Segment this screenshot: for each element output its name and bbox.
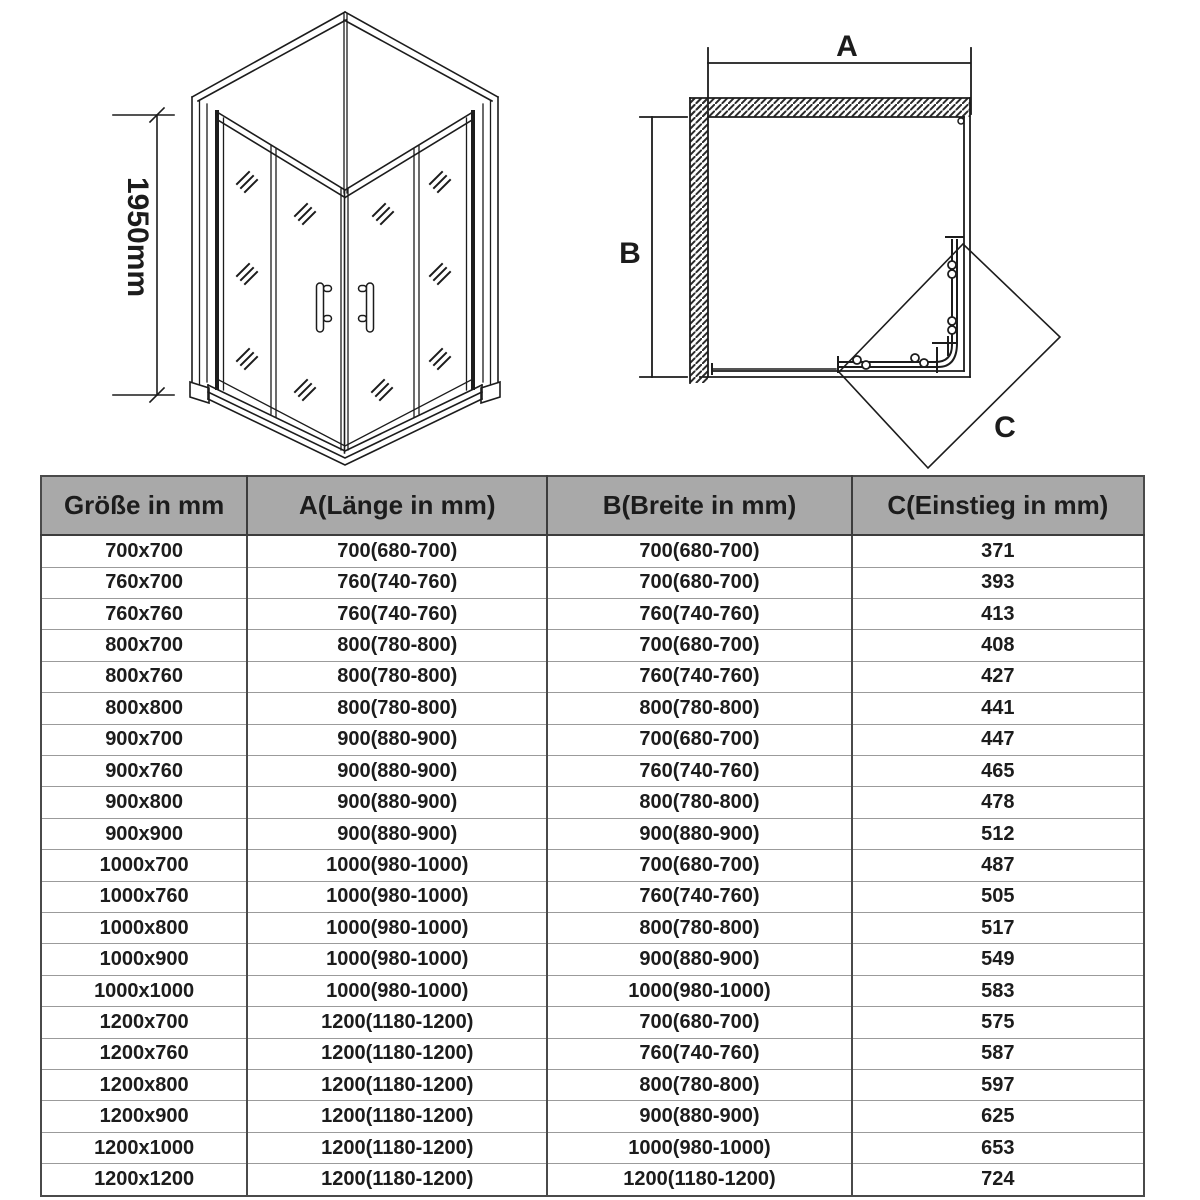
table-cell: 700(680-700) xyxy=(547,535,851,567)
column-header: A(Länge in mm) xyxy=(247,476,547,535)
table-cell: 700(680-700) xyxy=(547,850,851,881)
table-row xyxy=(41,693,1144,724)
table-cell: 760(740-760) xyxy=(547,756,851,787)
table-cell: 900x800 xyxy=(41,787,247,818)
table-cell: 371 xyxy=(852,535,1144,567)
table-cell: 1000(980-1000) xyxy=(547,1132,851,1163)
height-dimension-label: 1950mm xyxy=(121,176,154,298)
table-cell: 900(880-900) xyxy=(247,818,547,849)
table-cell: 1200x1000 xyxy=(41,1132,247,1163)
table-cell: 625 xyxy=(852,1101,1144,1132)
table-cell: 505 xyxy=(852,881,1144,912)
table-row xyxy=(41,881,1144,912)
table-cell: 575 xyxy=(852,1007,1144,1038)
table-cell: 700(680-700) xyxy=(547,1007,851,1038)
dim-c-label: C xyxy=(994,411,1016,444)
table-row xyxy=(41,756,1144,787)
table-cell: 1000(980-1000) xyxy=(547,975,851,1006)
table-cell: 760x760 xyxy=(41,598,247,629)
table-cell: 1000(980-1000) xyxy=(247,913,547,944)
table-cell: 393 xyxy=(852,567,1144,598)
table-cell: 1200x900 xyxy=(41,1101,247,1132)
table-cell: 1200(1180-1200) xyxy=(247,1132,547,1163)
table-cell: 1000(980-1000) xyxy=(247,850,547,881)
table-cell: 487 xyxy=(852,850,1144,881)
table-cell: 760(740-760) xyxy=(547,661,851,692)
table-cell: 800(780-800) xyxy=(247,630,547,661)
table-row xyxy=(41,1164,1144,1196)
table-cell: 597 xyxy=(852,1070,1144,1101)
column-header: B(Breite in mm) xyxy=(547,476,851,535)
plan-view xyxy=(619,30,1060,468)
size-table-grid xyxy=(40,475,1145,1197)
table-cell: 900(880-900) xyxy=(247,724,547,755)
table-cell: 413 xyxy=(852,598,1144,629)
table-cell: 700(680-700) xyxy=(547,630,851,661)
table-cell: 700(680-700) xyxy=(547,567,851,598)
table-cell: 700(680-700) xyxy=(547,724,851,755)
table-cell: 1200(1180-1200) xyxy=(247,1070,547,1101)
table-row xyxy=(41,724,1144,755)
table-cell: 800(780-800) xyxy=(247,661,547,692)
table-cell: 1000(980-1000) xyxy=(247,944,547,975)
size-table xyxy=(40,475,1145,1197)
table-cell: 512 xyxy=(852,818,1144,849)
table-cell: 900(880-900) xyxy=(247,787,547,818)
table-row xyxy=(41,944,1144,975)
glass-marks xyxy=(237,172,450,400)
table-row xyxy=(41,1007,1144,1038)
table-cell: 653 xyxy=(852,1132,1144,1163)
table-cell: 1200x760 xyxy=(41,1038,247,1069)
table-cell: 900x760 xyxy=(41,756,247,787)
table-cell: 760(740-760) xyxy=(547,598,851,629)
table-cell: 900(880-900) xyxy=(547,944,851,975)
table-cell: 1000(980-1000) xyxy=(247,975,547,1006)
table-cell: 1200(1180-1200) xyxy=(247,1164,547,1196)
dim-b-label: B xyxy=(619,237,641,270)
table-cell: 900x900 xyxy=(41,818,247,849)
door-handle-right xyxy=(359,283,374,332)
table-cell: 517 xyxy=(852,913,1144,944)
table-row xyxy=(41,850,1144,881)
table-cell: 700x700 xyxy=(105,539,184,562)
table-row xyxy=(41,1101,1144,1132)
table-row xyxy=(41,1070,1144,1101)
table-cell: 1000x1000 xyxy=(41,975,247,1006)
table-cell: 1000x760 xyxy=(41,881,247,912)
table-body xyxy=(41,535,1144,1196)
table-row xyxy=(41,661,1144,692)
table-cell: 760x700 xyxy=(41,567,247,598)
table-cell: 900(880-900) xyxy=(247,756,547,787)
door-tracks xyxy=(712,237,963,374)
table-cell: 1000x900 xyxy=(41,944,247,975)
dim-b-line xyxy=(640,117,687,377)
table-row xyxy=(41,535,1144,567)
technical-drawings xyxy=(0,0,1200,475)
table-row xyxy=(41,787,1144,818)
table-cell: 1000x800 xyxy=(41,913,247,944)
column-header: Größe in mm xyxy=(41,476,247,535)
table-cell: 1000x700 xyxy=(41,850,247,881)
table-cell: 1200x700 xyxy=(41,1007,247,1038)
column-header: C(Einstieg in mm) xyxy=(852,476,1144,535)
table-cell: 900(880-900) xyxy=(547,818,851,849)
table-cell: 800(780-800) xyxy=(547,913,851,944)
table-cell: 1200(1180-1200) xyxy=(247,1038,547,1069)
table-row xyxy=(41,630,1144,661)
table-row xyxy=(41,818,1144,849)
table-cell: 900x700 xyxy=(41,724,247,755)
table-row xyxy=(41,598,1144,629)
table-cell: 800(780-800) xyxy=(247,693,547,724)
table-cell: 441 xyxy=(852,693,1144,724)
table-cell: 478 xyxy=(852,787,1144,818)
table-row xyxy=(41,567,1144,598)
table-cell: 800(780-800) xyxy=(547,693,851,724)
table-row xyxy=(41,913,1144,944)
table-cell: 800x700 xyxy=(41,630,247,661)
table-cell: 1200x800 xyxy=(41,1070,247,1101)
table-cell: 800x760 xyxy=(41,661,247,692)
table-cell: 1200x1200 xyxy=(41,1164,247,1196)
table-cell: 760(740-760) xyxy=(547,881,851,912)
dim-a-label: A xyxy=(836,30,858,63)
table-cell: 1000(980-1000) xyxy=(247,881,547,912)
table-cell: 465 xyxy=(852,756,1144,787)
header-row xyxy=(41,476,1144,535)
table-cell: 427 xyxy=(852,661,1144,692)
table-cell: 800(780-800) xyxy=(547,1070,851,1101)
table-cell: 1200(1180-1200) xyxy=(247,1007,547,1038)
table-cell: 900(880-900) xyxy=(547,1101,851,1132)
table-cell: 760(740-760) xyxy=(547,1038,851,1069)
table-cell: 583 xyxy=(852,975,1144,1006)
table-cell: 700(680-700) xyxy=(247,535,547,567)
table-row xyxy=(41,975,1144,1006)
door-handle-left xyxy=(317,283,332,332)
table-cell: 760(740-760) xyxy=(247,598,547,629)
table-cell: 800(780-800) xyxy=(547,787,851,818)
table-cell: 800x800 xyxy=(41,693,247,724)
table-cell: 549 xyxy=(852,944,1144,975)
table-cell: 447 xyxy=(852,724,1144,755)
table-cell: 1200(1180-1200) xyxy=(547,1164,851,1196)
isometric-view xyxy=(113,12,500,465)
table-row xyxy=(41,1132,1144,1163)
table-cell: 760(740-760) xyxy=(247,567,547,598)
table-row xyxy=(41,1038,1144,1069)
table-cell: 724 xyxy=(852,1164,1144,1196)
table-cell: 408 xyxy=(852,630,1144,661)
table-cell: 1200(1180-1200) xyxy=(247,1101,547,1132)
table-cell: 587 xyxy=(852,1038,1144,1069)
